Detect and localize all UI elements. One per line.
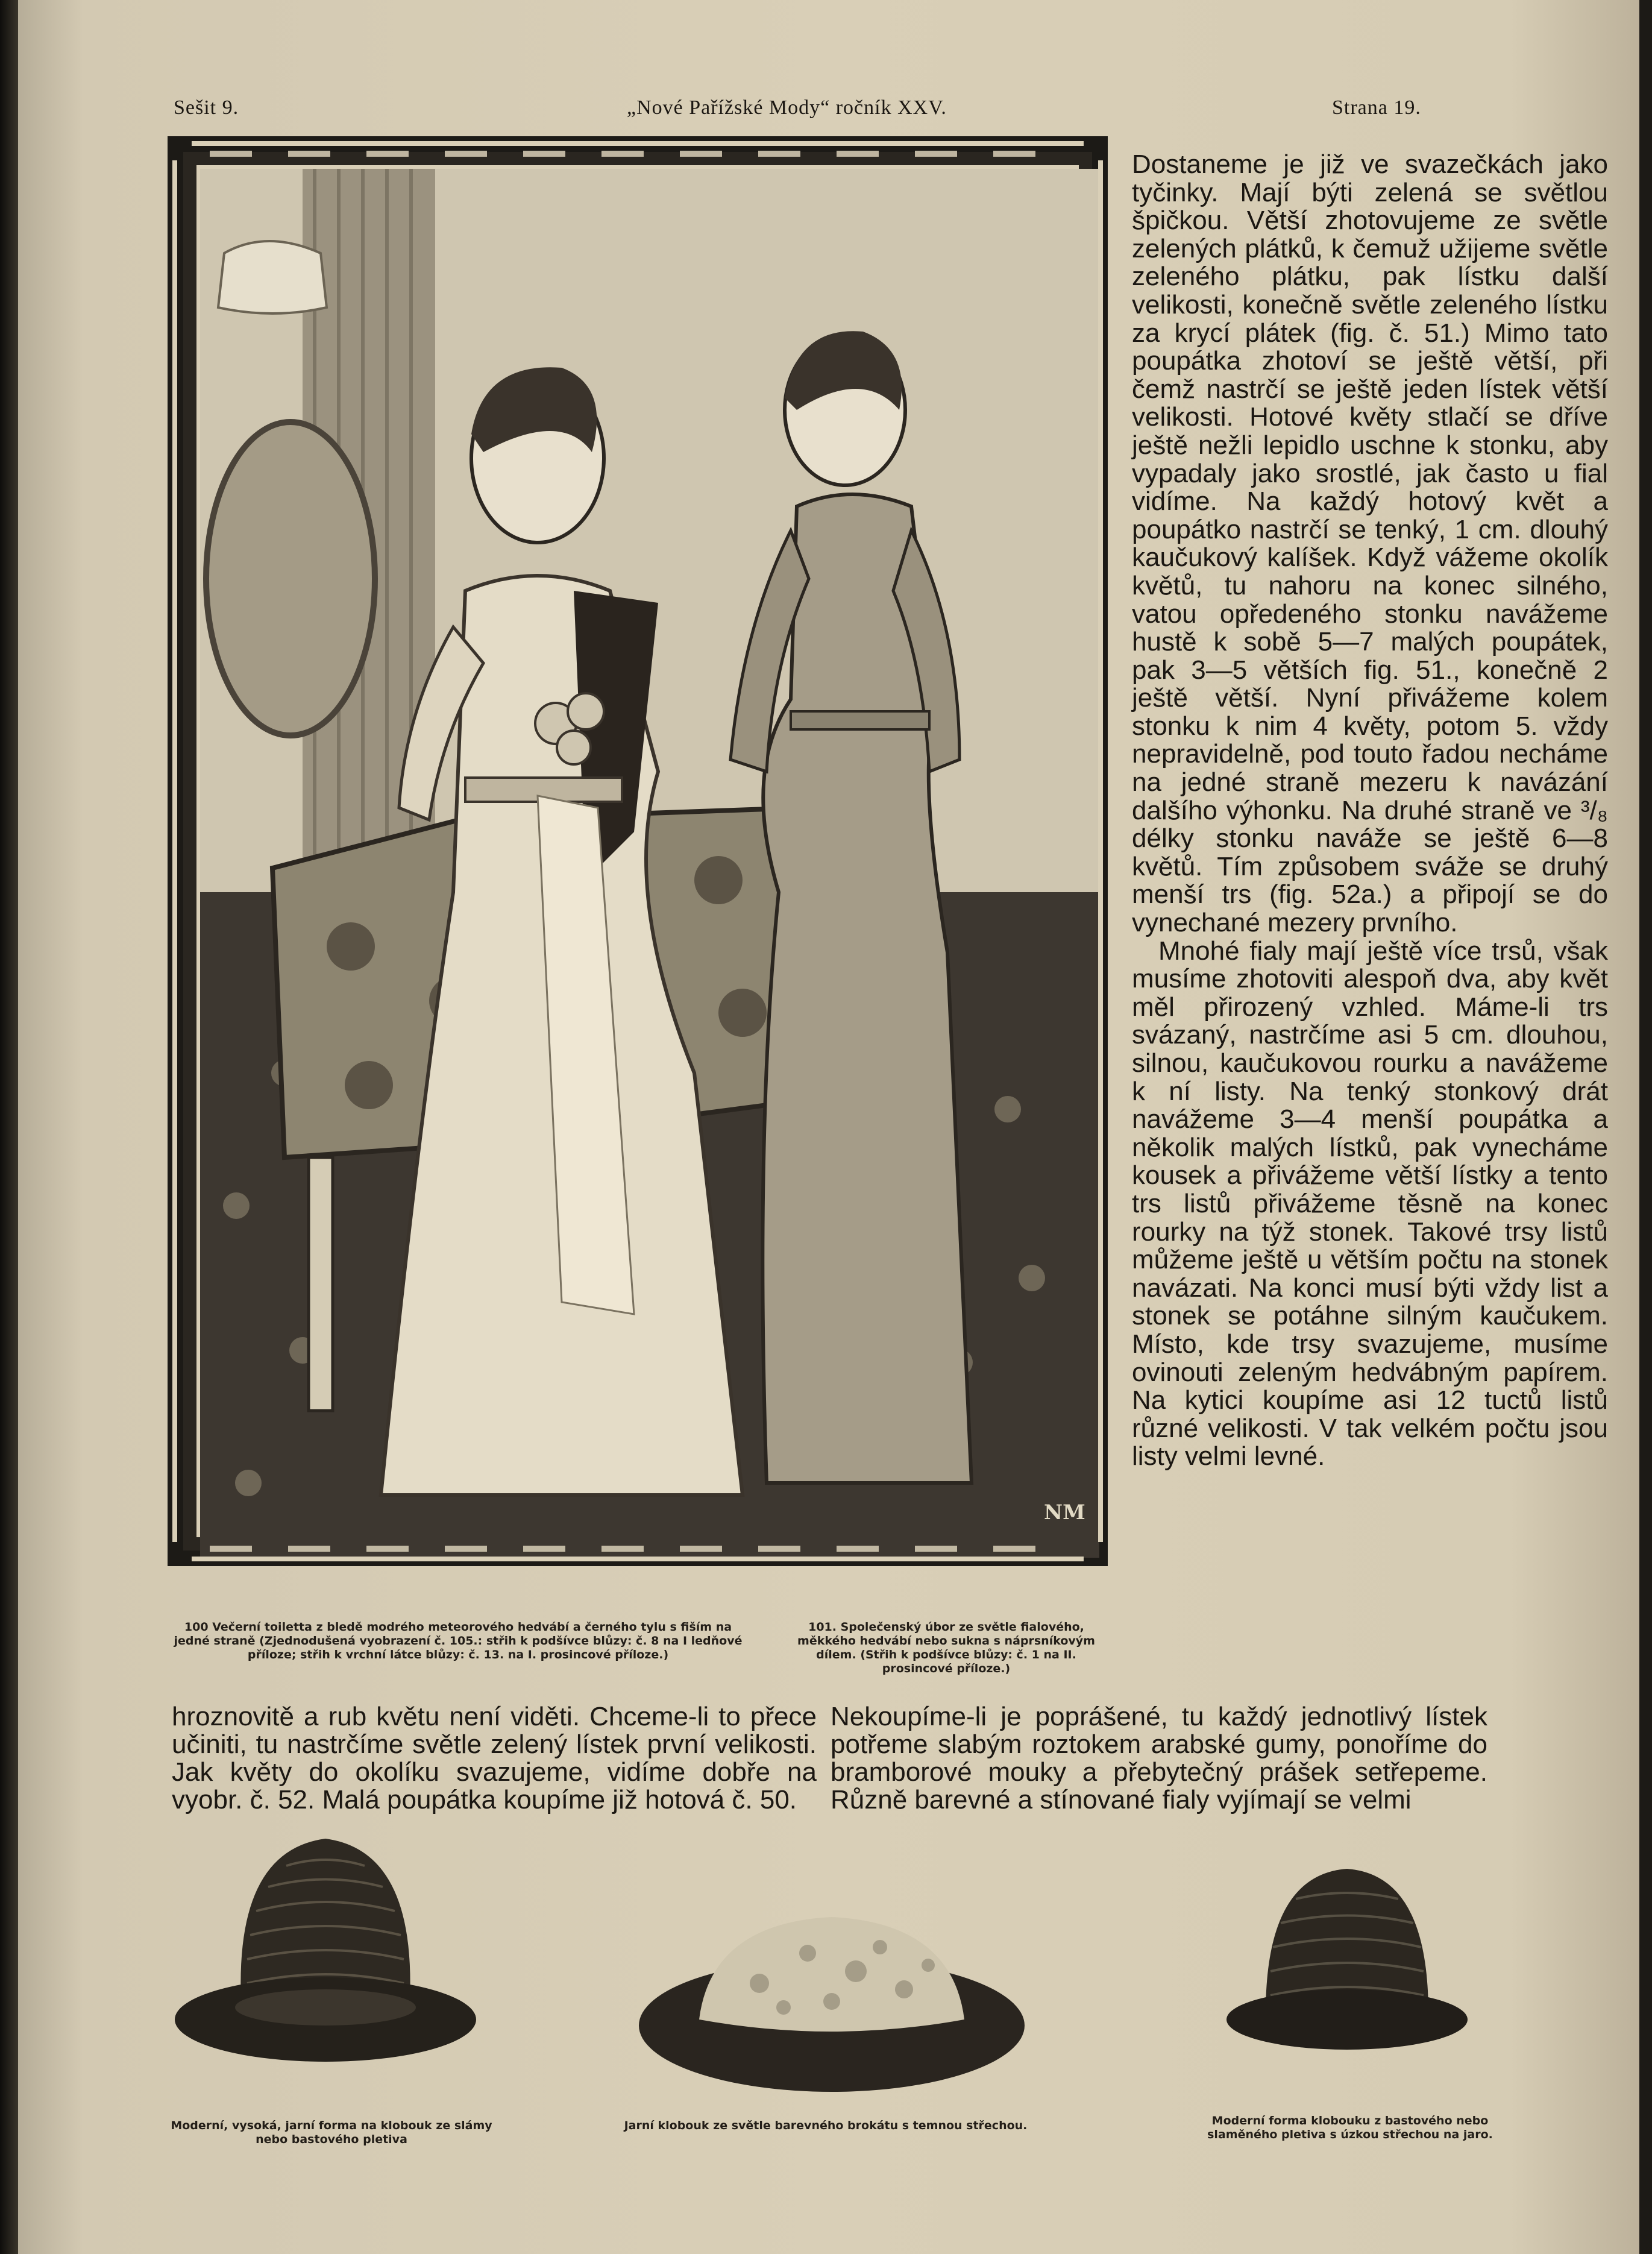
magazine-page xyxy=(18,0,1639,2254)
caption-figure-100: 100 Večerní toiletta z bledě modrého meteorového hedvábí a černého tylu s fiším na jedné straně (Zjednodušená vyobrazení č. 105.: střih k podšívce blůzy: č. 8 na I ledňové příloze; střih k vrchní látce blůzy: č. 13. na I. prosincové příloze.) xyxy=(174,1620,743,1661)
hat-caption-2: Jarní klobouk ze světle barevného brokátu s temnou střechou. xyxy=(624,2119,1028,2132)
hat-caption-1: Moderní, vysoká, jarní forma na klobouk ze slámy nebo bastového pletiva xyxy=(171,2119,492,2146)
hat-caption-3: Moderní forma klobouku z bastového nebo slaměného pletiva s úzkou střechou na jaro. xyxy=(1207,2114,1493,2141)
artist-monogram: NM xyxy=(1044,1500,1085,1525)
article-right-column xyxy=(1132,151,1608,1471)
frame-ornament xyxy=(168,136,1108,1566)
caption-figure-101: 101. Společenský úbor ze světle fialového, měkkého hedvábí nebo sukna s náprsníkovým dílem. (Střih k podšívce blůzy: č. 1 na II. prosincové příloze.) xyxy=(797,1620,1095,1675)
header-page-number: Strana 19. xyxy=(1332,96,1421,119)
header-title: „Nové Pařížské Mody“ ročník XXV. xyxy=(627,96,947,119)
paragraph-2: Mnohé fialy mají ještě více trsů, však musíme zhotoviti alespoň dva, aby květ měl přirozený vzhled. Máme-li trs svázaný, nastrčíme asi 5 cm. dlouhou, silnou, kaučukovou rourku a navážeme k ní listy. Na tenký stonkový drát navážeme 3—4 menší poupátka a několik malých lístků, pak vynecháme kousek a přivážeme větší lístky a tento trs listů přivážeme těsně na konec rourky na týž stonek. Takové trsy listů můžeme ještě u větším počtu na stonek navázati. Na konci musí býti vždy list a stonek se potáhne silným kaučukem. Místo, kde trsy svazujeme, musíme ovinouti zeleným hedvábným papírem. Na kytici koupíme asi 12 tuctů listů různé velikosti. V tak velkém počtu jsou listy velmi levné. xyxy=(1132,936,1608,1472)
hat-illustration-tall xyxy=(163,1802,488,2116)
header-issue: Sešit 9. xyxy=(174,96,239,119)
article-bottom-right: Nekoupíme-li je poprášené, tu každý jednotlivý lístek potřeme slabým roztokem arabské gumy, ponoříme do bramborové mouky a přebytečný prášek setřepeme. Různě barevné a stínované fialy vyjímají se velmi xyxy=(831,1702,1487,1815)
illustration-frame xyxy=(168,136,1108,1566)
article-bottom-left: hroznovitě a rub květu není viděti. Chceme-li to přece učiniti, tu nastrčíme světle zelený lístek první velikosti. Jak květy do okolíku svazujeme, vidíme dobře na vyobr. č. 52. Malá poupátka koupíme již hotová č. 50. xyxy=(172,1702,817,1815)
paragraph-1: Dostaneme je již ve svazečkách jako tyčinky. Mají býti zelená se světlou špičkou. Větší zhotovujeme ze světle zelených plátků, k čemuž užijeme světle zeleného plátku, pak lístku další velikosti, konečně světle zeleného lístku za krycí plátek (fig. č. 51.) Mimo tato poupátka zhotoví se ještě větší, při čemž nastrčí se ještě jeden lístek větší velikosti. Hotové květy stlačí se dříve ještě nežli lepidlo uschne k stonku, aby vypadaly jako srostlé, jak často u fial vidíme. Na každý hotový květ a poupátko nastrčí se tenký, 1 cm. dlouhý kaučukový kalíšek. Když vážeme okolík květů, tu nahoru na konec silného, vatou opředeného stonku navážeme hustě k sobě 5—7 malých poupátek, pak 3—5 větších fig. 51., konečně 2 ještě větší. Nyní přivážeme kolem stonku k nim 4 květy, potom 5. vždy nepravidelně, pod touto řadou necháme na jedné straně mezeru k navázání dalšího výhonku. Na druhé straně ve ³/₈ délky stonku naváže se ještě 6—8 květů. Tím způsobem sváže se druhý menší trs (fig. 52a.) a připojí se do vynechané mezery prvního. xyxy=(1132,150,1608,938)
book-spine xyxy=(0,0,18,2254)
hat-illustration-brocade xyxy=(627,1899,1037,2104)
hat-illustration-small-brim xyxy=(1199,1821,1495,2104)
